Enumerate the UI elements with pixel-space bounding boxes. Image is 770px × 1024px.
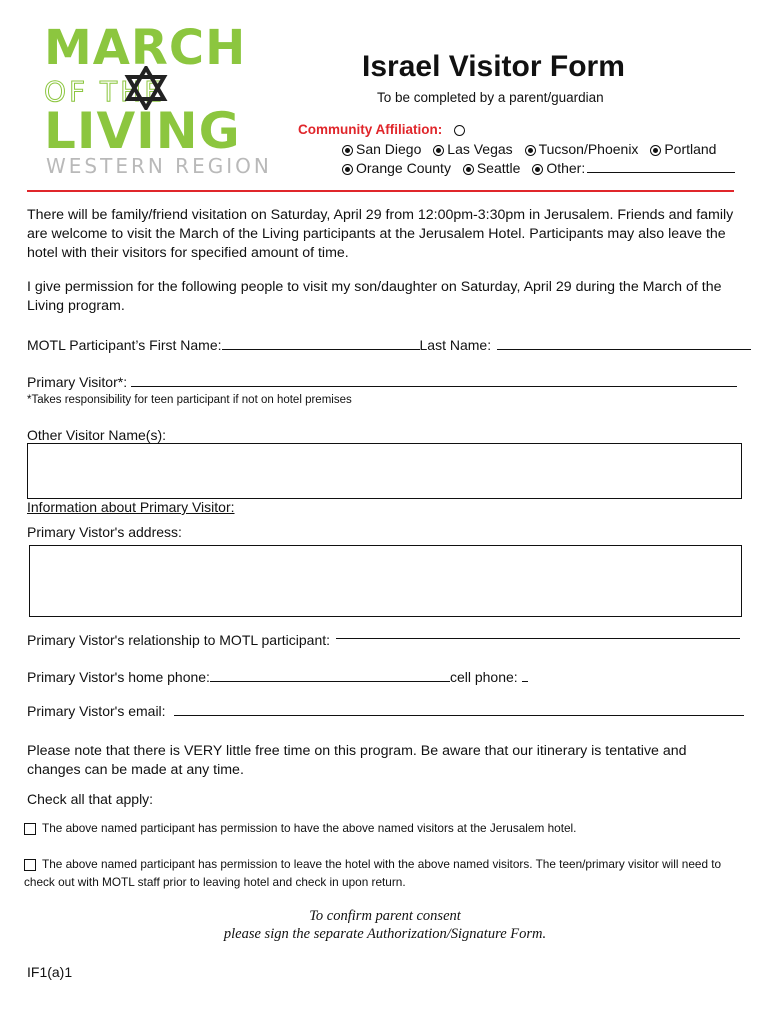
last-name-label: Last Name: (419, 337, 492, 353)
logo-line-living: LIVING (44, 102, 241, 160)
checkbox-item-leave-hotel (24, 855, 736, 891)
option-las-vegas[interactable]: Las Vegas (433, 141, 512, 157)
page-subtitle: To be completed by a parent/guardian (377, 90, 604, 105)
logo-line-march: MARCH (44, 20, 247, 76)
radio-button-icon[interactable] (433, 145, 444, 156)
relationship-field[interactable] (336, 638, 740, 639)
primary-visitor-note: *Takes responsibility for teen participant if not on hotel premises (27, 394, 352, 406)
primary-visitor-row (27, 374, 737, 390)
form-code: IF1(a)1 (27, 964, 73, 980)
logo-line-western-region: WESTERN REGION (46, 154, 272, 178)
itinerary-notice: Please note that there is VERY little free time on this program. Be aware that our itinerary is tentative and changes can be made at any time. (27, 743, 687, 778)
other-visitors-label: Other Visitor Name(s): (27, 427, 166, 443)
checkbox-item-hotel-visit (24, 821, 744, 835)
checkbox[interactable] (24, 823, 36, 835)
logo-line-of-the: OF THE (44, 75, 165, 108)
relationship-label: Primary Vistor's relationship to MOTL participant: (27, 632, 331, 648)
phone-row (27, 669, 528, 685)
first-name-field[interactable] (222, 349, 420, 350)
relationship-row (27, 632, 740, 648)
option-orange-county[interactable]: Orange County (342, 160, 451, 176)
checkbox[interactable] (24, 859, 36, 871)
radio-button-icon[interactable] (525, 145, 536, 156)
option-san-diego[interactable]: San Diego (342, 141, 421, 157)
home-phone-label: Primary Vistor's home phone: (27, 669, 210, 685)
header-divider (27, 190, 734, 192)
page-title: Israel Visitor Form (362, 50, 625, 83)
option-tucson-phoenix[interactable]: Tucson/Phoenix (525, 141, 639, 157)
address-label: Primary Vistor's address: (27, 524, 182, 540)
participant-first-name-row (27, 337, 751, 353)
option-other[interactable]: Other: (532, 160, 735, 176)
check-all-label: Check all that apply: (27, 791, 154, 807)
radio-button-icon[interactable] (342, 145, 353, 156)
community-affiliation-label (298, 122, 468, 137)
permission-paragraph: I give permission for the following people to visit my son/daughter on Saturday, April 29 during the March of the Living program. (27, 279, 722, 314)
radio-button-icon[interactable] (342, 164, 353, 175)
other-affiliation-field[interactable] (587, 172, 735, 173)
primary-visitor-info-heading: Information about Primary Visitor: (27, 499, 235, 515)
email-row (27, 703, 744, 719)
email-field[interactable] (174, 715, 744, 716)
confirm-line-1: To confirm parent consent (309, 908, 461, 924)
checkbox-label: The above named participant has permission to have the above named visitors at the Jerusalem hotel. (42, 821, 577, 835)
cell-phone-field[interactable] (522, 681, 528, 682)
visitation-info-paragraph: There will be family/friend visitation on Saturday, April 29 from 12:00pm-3:30pm in Jerusalem. Friends and family are welcome to visit the March of the Living participants at the Jerusalem Hotel. Participants may also leave the hotel with their visitors for specified amount of time. (27, 207, 734, 261)
primary-visitor-label: Primary Visitor*: (27, 374, 128, 390)
radio-button-icon[interactable] (532, 164, 543, 175)
affiliation-options-row-1 (342, 141, 724, 157)
checkbox-label: The above named participant has permission to leave the hotel with the above named visitors. The teen/primary visitor will need to check out with MOTL staff prior to leaving hotel and check in upon return. (24, 857, 722, 889)
radio-button-icon[interactable] (650, 145, 661, 156)
option-portland[interactable]: Portland (650, 141, 716, 157)
last-name-field[interactable] (497, 349, 751, 350)
confirm-line-2: please sign the separate Authorization/Signature Form. (223, 926, 547, 942)
other-visitors-textarea[interactable] (27, 443, 742, 499)
affiliation-options-row-2 (342, 160, 743, 176)
first-name-label: MOTL Participant’s First Name: (27, 337, 222, 353)
email-label: Primary Vistor's email: (27, 703, 166, 719)
address-textarea[interactable] (29, 545, 742, 617)
community-affiliation-text: Community Affiliation: (298, 122, 443, 137)
home-phone-field[interactable] (210, 681, 450, 682)
radio-button-icon[interactable] (463, 164, 474, 175)
march-of-the-living-logo (44, 20, 274, 178)
cell-phone-label: cell phone: (449, 669, 518, 685)
radio-button[interactable] (454, 125, 465, 136)
primary-visitor-field[interactable] (131, 386, 737, 387)
option-seattle[interactable]: Seattle (463, 160, 521, 176)
